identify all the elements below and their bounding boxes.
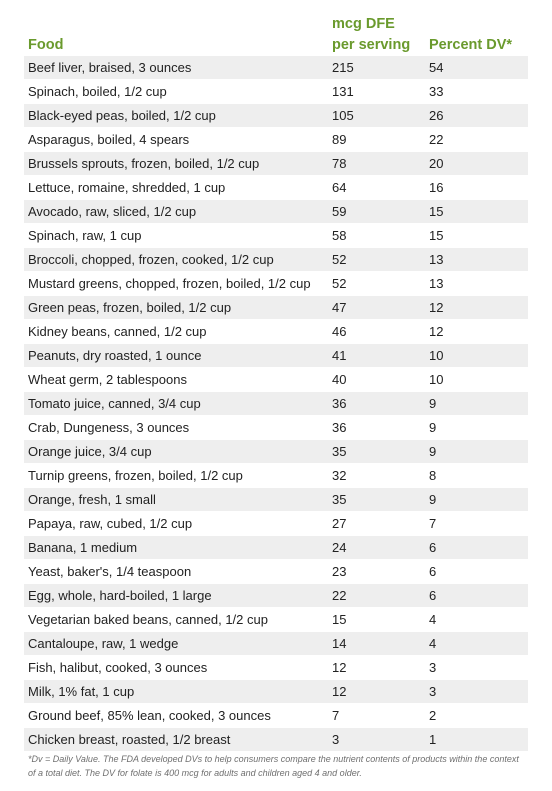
cell-food: Orange juice, 3/4 cup: [24, 440, 328, 464]
cell-food: Spinach, raw, 1 cup: [24, 224, 328, 248]
table-row: [24, 584, 528, 608]
cell-mcg-dfe: 89: [328, 128, 425, 152]
table-row: [24, 440, 528, 464]
cell-food: Egg, whole, hard-boiled, 1 large: [24, 584, 328, 608]
cell-food: Crab, Dungeness, 3 ounces: [24, 416, 328, 440]
cell-food: Lettuce, romaine, shredded, 1 cup: [24, 176, 328, 200]
cell-mcg-dfe: 22: [328, 584, 425, 608]
table-row: [24, 704, 528, 728]
cell-food: Avocado, raw, sliced, 1/2 cup: [24, 200, 328, 224]
table-row: [24, 80, 528, 104]
cell-percent-dv: 26: [425, 104, 528, 128]
cell-mcg-dfe: 78: [328, 152, 425, 176]
cell-mcg-dfe: 52: [328, 272, 425, 296]
cell-food: Black-eyed peas, boiled, 1/2 cup: [24, 104, 328, 128]
table-row: [24, 680, 528, 704]
cell-percent-dv: 3: [425, 680, 528, 704]
cell-percent-dv: 8: [425, 464, 528, 488]
cell-percent-dv: 2: [425, 704, 528, 728]
cell-mcg-dfe: 36: [328, 392, 425, 416]
cell-percent-dv: 15: [425, 200, 528, 224]
cell-mcg-dfe: 3: [328, 728, 425, 752]
cell-mcg-dfe: 12: [328, 656, 425, 680]
footnote: *Dv = Daily Value. The FDA developed DVs to help consumers compare the nutrient contents of products within the context of a total diet. The DV for folate is 400 mcg for adults and children aged 4 and older.: [28, 754, 519, 778]
column-header-mcg-line1: mcg DFE: [332, 16, 395, 32]
cell-percent-dv: 6: [425, 536, 528, 560]
cell-mcg-dfe: 7: [328, 704, 425, 728]
cell-mcg-dfe: 36: [328, 416, 425, 440]
cell-percent-dv: 13: [425, 272, 528, 296]
cell-percent-dv: 3: [425, 656, 528, 680]
cell-food: Spinach, boiled, 1/2 cup: [24, 80, 328, 104]
table-row: [24, 272, 528, 296]
cell-percent-dv: 33: [425, 80, 528, 104]
table-row: [24, 248, 528, 272]
table-row: [24, 368, 528, 392]
cell-food: Beef liver, braised, 3 ounces: [24, 56, 328, 80]
table-row: [24, 560, 528, 584]
cell-percent-dv: 1: [425, 728, 528, 752]
cell-mcg-dfe: 32: [328, 464, 425, 488]
cell-percent-dv: 6: [425, 560, 528, 584]
table-row: [24, 728, 528, 752]
table-row: [24, 536, 528, 560]
cell-percent-dv: 20: [425, 152, 528, 176]
table-row: [24, 392, 528, 416]
cell-mcg-dfe: 23: [328, 560, 425, 584]
cell-mcg-dfe: 46: [328, 320, 425, 344]
table-row: [24, 656, 528, 680]
table-row: [24, 488, 528, 512]
cell-food: Wheat germ, 2 tablespoons: [24, 368, 328, 392]
table-row: [24, 224, 528, 248]
table-row: [24, 512, 528, 536]
cell-mcg-dfe: 35: [328, 488, 425, 512]
cell-percent-dv: 16: [425, 176, 528, 200]
cell-mcg-dfe: 58: [328, 224, 425, 248]
table-row: [24, 464, 528, 488]
cell-percent-dv: 9: [425, 416, 528, 440]
cell-percent-dv: 10: [425, 368, 528, 392]
table-row: [24, 344, 528, 368]
cell-food: Vegetarian baked beans, canned, 1/2 cup: [24, 608, 328, 632]
cell-mcg-dfe: 215: [328, 56, 425, 80]
cell-mcg-dfe: 24: [328, 536, 425, 560]
cell-percent-dv: 22: [425, 128, 528, 152]
cell-mcg-dfe: 131: [328, 80, 425, 104]
cell-mcg-dfe: 12: [328, 680, 425, 704]
cell-percent-dv: 54: [425, 56, 528, 80]
cell-food: Ground beef, 85% lean, cooked, 3 ounces: [24, 704, 328, 728]
column-header-mcg-line2: per serving: [332, 37, 411, 53]
cell-food: Cantaloupe, raw, 1 wedge: [24, 632, 328, 656]
cell-food: Yeast, baker's, 1/4 teaspoon: [24, 560, 328, 584]
cell-percent-dv: 7: [425, 512, 528, 536]
cell-percent-dv: 4: [425, 632, 528, 656]
cell-mcg-dfe: 52: [328, 248, 425, 272]
table-row: [24, 416, 528, 440]
cell-mcg-dfe: 14: [328, 632, 425, 656]
table-row: [24, 104, 528, 128]
cell-percent-dv: 12: [425, 296, 528, 320]
table-row: [24, 320, 528, 344]
table-row: [24, 176, 528, 200]
cell-food: Tomato juice, canned, 3/4 cup: [24, 392, 328, 416]
cell-percent-dv: 6: [425, 584, 528, 608]
column-header-percent-dv: Percent DV*: [429, 37, 513, 53]
cell-percent-dv: 9: [425, 392, 528, 416]
cell-food: Asparagus, boiled, 4 spears: [24, 128, 328, 152]
column-header-mcg-dfe: [332, 14, 410, 56]
cell-mcg-dfe: 105: [328, 104, 425, 128]
column-header-food: Food: [28, 37, 64, 53]
cell-food: Turnip greens, frozen, boiled, 1/2 cup: [24, 464, 328, 488]
table-row: [24, 152, 528, 176]
cell-food: Green peas, frozen, boiled, 1/2 cup: [24, 296, 328, 320]
table-row: [24, 296, 528, 320]
table-header: [24, 12, 528, 56]
cell-food: Kidney beans, canned, 1/2 cup: [24, 320, 328, 344]
cell-mcg-dfe: 15: [328, 608, 425, 632]
food-table: [24, 56, 528, 752]
table-row: [24, 608, 528, 632]
cell-food: Milk, 1% fat, 1 cup: [24, 680, 328, 704]
cell-food: Peanuts, dry roasted, 1 ounce: [24, 344, 328, 368]
cell-percent-dv: 15: [425, 224, 528, 248]
cell-percent-dv: 9: [425, 488, 528, 512]
cell-food: Brussels sprouts, frozen, boiled, 1/2 cup: [24, 152, 328, 176]
table-row: [24, 632, 528, 656]
cell-food: Fish, halibut, cooked, 3 ounces: [24, 656, 328, 680]
cell-food: Chicken breast, roasted, 1/2 breast: [24, 728, 328, 752]
table-row: [24, 56, 528, 80]
cell-food: Papaya, raw, cubed, 1/2 cup: [24, 512, 328, 536]
cell-mcg-dfe: 35: [328, 440, 425, 464]
cell-mcg-dfe: 27: [328, 512, 425, 536]
cell-mcg-dfe: 41: [328, 344, 425, 368]
table-row: [24, 200, 528, 224]
cell-mcg-dfe: 40: [328, 368, 425, 392]
cell-percent-dv: 12: [425, 320, 528, 344]
cell-mcg-dfe: 59: [328, 200, 425, 224]
cell-percent-dv: 10: [425, 344, 528, 368]
table-body: [24, 56, 528, 752]
cell-food: Banana, 1 medium: [24, 536, 328, 560]
cell-food: Mustard greens, chopped, frozen, boiled, 1/2 cup: [24, 272, 328, 296]
cell-food: Broccoli, chopped, frozen, cooked, 1/2 cup: [24, 248, 328, 272]
cell-food: Orange, fresh, 1 small: [24, 488, 328, 512]
cell-percent-dv: 13: [425, 248, 528, 272]
cell-mcg-dfe: 64: [328, 176, 425, 200]
table-row: [24, 128, 528, 152]
cell-percent-dv: 9: [425, 440, 528, 464]
cell-percent-dv: 4: [425, 608, 528, 632]
cell-mcg-dfe: 47: [328, 296, 425, 320]
